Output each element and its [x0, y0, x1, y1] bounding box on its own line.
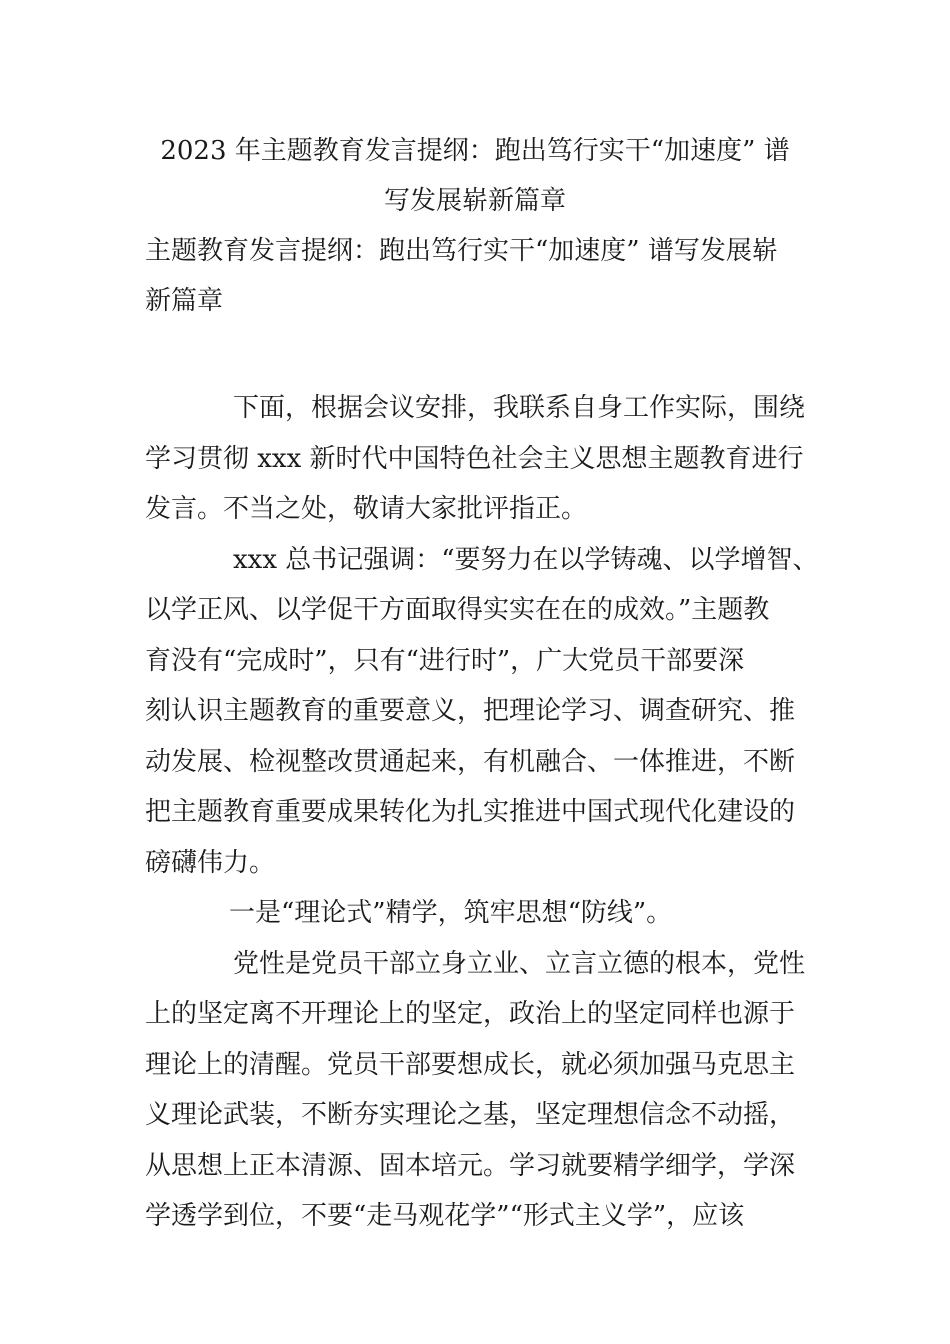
paragraph-4-line-4: 义理论武装，不断夯实理论之基，坚定理想信念不动摇，: [145, 1100, 796, 1130]
document-subtitle-line-1: 主题教育发言提纲：跑出笃行实干“加速度” 谱写发展崭: [145, 236, 778, 266]
section-heading-1: 一是“理论式”精学，筑牢思想“防线”。: [229, 898, 673, 928]
paragraph-2-line-5: 动发展、检视整改贯通起来，有机融合、一体推进，不断: [145, 746, 796, 777]
paragraph-4-line-3: 理论上的清醒。党员干部要想成长，就必须加强马克思主: [145, 1049, 796, 1080]
document-body: [145, 383, 835, 1242]
document-title-line-1: 2023 年主题教育发言提纲：跑出笃行实干“加速度” 谱: [160, 136, 790, 166]
paragraph-2-line-7: 磅礴伟力。: [145, 847, 276, 878]
paragraph-2-line-2: 以学正风、以学促干方面取得实实在在的成效。”主题教: [145, 595, 770, 625]
paragraph-2-line-3: 育没有“完成时”，只有“进行时”，广大党员干部要深: [145, 645, 745, 676]
paragraph-2-line-4: 刻认识主题教育的重要意义，把理论学习、调查研究、推: [145, 696, 796, 726]
paragraph-2-line-6: 把主题教育重要成果转化为扎实推进中国式现代化建设的: [145, 797, 796, 827]
paragraph-1-line-1: 下面，根据会议安排，我联系自身工作实际，围绕: [233, 393, 806, 423]
document-subtitle-line-2: 新篇章: [145, 286, 224, 316]
paragraph-1-line-2: 学习贯彻 xxx 新时代中国特色社会主义思想主题教育进行: [145, 443, 804, 474]
paragraph-2-line-1: xxx 总书记强调：“要努力在以学铸魂、以学增智、: [233, 544, 819, 575]
paragraph-4-line-1: 党性是党员干部立身立业、立言立德的根本，党性: [233, 948, 806, 979]
paragraph-4-line-6: 学透学到位，不要“走马观花学”“形式主义学”，应该: [145, 1201, 745, 1231]
paragraph-1-line-3: 发言。不当之处，敬请大家批评指正。: [145, 494, 588, 524]
document-title-line-2: 写发展崭新篇章: [383, 186, 566, 216]
paragraph-4-line-2: 上的坚定离不开理论上的坚定，政治上的坚定同样也源于: [145, 999, 796, 1029]
paragraph-4-line-5: 从思想上正本清源、固本培元。学习就要精学细学，学深: [145, 1150, 796, 1181]
